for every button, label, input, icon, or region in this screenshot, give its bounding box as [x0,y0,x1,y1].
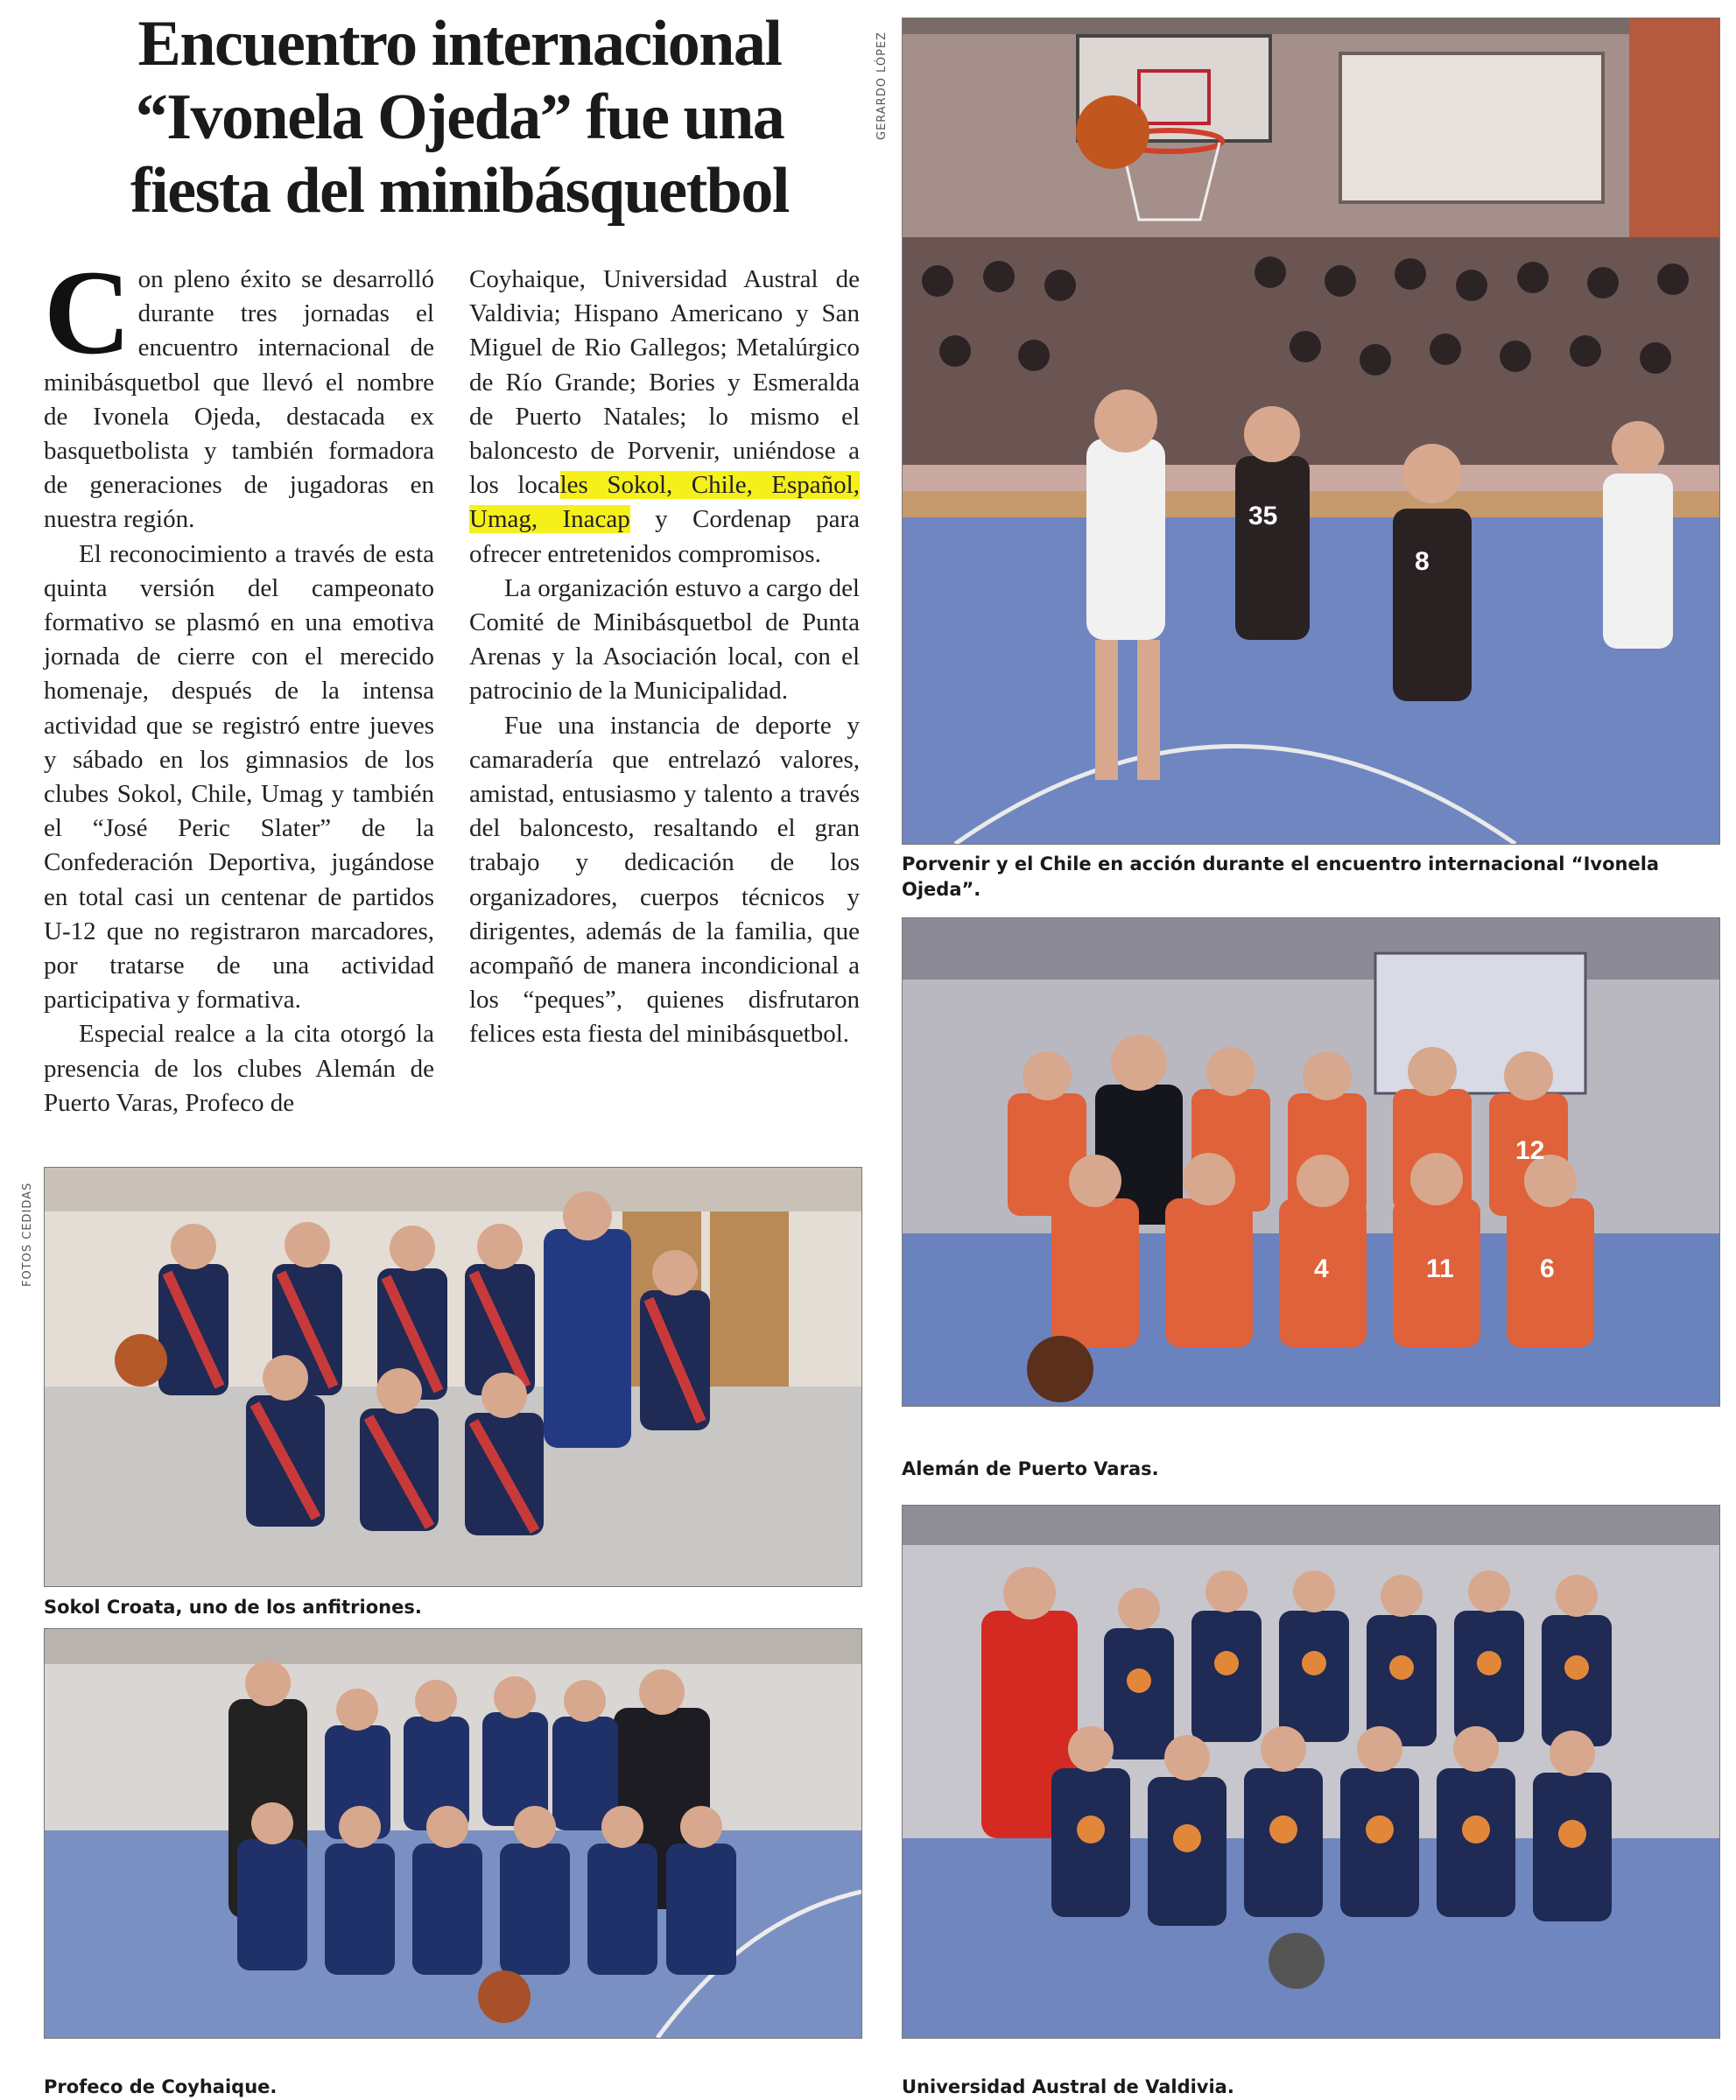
headline-line-1: Encuentro internacional [137,8,782,80]
jersey-number: 35 [1248,502,1278,530]
drop-cap: C [44,245,131,379]
jersey-number: 12 [1515,1136,1545,1165]
jersey-number: 8 [1415,547,1430,576]
photo-caption: Sokol Croata, uno de los anfitriones. [44,1597,422,1618]
photo-caption: Profeco de Coyhaique. [44,2076,278,2097]
photo-caption: Universidad Austral de Valdivia. [902,2076,1234,2097]
article-paragraph [469,263,860,572]
photo-credit-team: FOTOS CEDIDAS [21,1182,34,1287]
article-column-1 [44,245,434,1120]
photo-credit-main: GERARDO LÓPEZ [875,31,889,140]
paragraph-text: Coyhaique, Universidad Austral de Valdivia; Hispano Americano y San Miguel de Rio Gallegos; Metalúrgico de Río Grande; Bories y Esmeralda de Puerto Natales; lo mismo el baloncesto de Porvenir, uniéndose a los loca [469,265,860,500]
paragraph-text: on pleno éxito se desarrolló durante tres jornadas el encuentro internacional de minibásquetbol que llevó el nombre de Ivonela Ojeda, destacada ex basquetbolista y también formadora de generaciones de jugadoras en nuestra región. [44,265,434,534]
action-illustration [903,18,1719,844]
photo-aleman [902,917,1720,1407]
article-paragraph [44,245,434,537]
paragraph-text: y Cordenap para ofrecer entretenidos compromisos. [469,505,860,568]
team-illustration [903,1506,1719,2038]
photo-austral [902,1505,1720,2039]
article-headline [35,7,884,228]
team-illustration [45,1629,861,2038]
highlighted-text: les Sokol, Chile, Español, Umag, Inacap [469,471,860,534]
article-column-2 [469,263,860,1052]
photo-caption: Porvenir y el Chile en acción durante el encuentro internacional “Ivonela Ojeda”. [902,853,1660,900]
article-paragraph: Especial realce a la cita otorgó la presencia de los clubes Alemán de Puerto Varas, Profeco de [44,1020,434,1117]
jersey-number: 4 [1314,1254,1329,1283]
photo-caption: Alemán de Puerto Varas. [902,1458,1159,1479]
photo-profeco [44,1628,862,2039]
headline-line-3: fiesta del minibásquetbol [130,155,789,227]
team-illustration [45,1168,861,1586]
photo-sokol [44,1167,862,1587]
jersey-number: 11 [1426,1254,1454,1283]
article-paragraph: Fue una instancia de deporte y camaradería que entrelazó valores, amistad, entusiasmo y talento a través del baloncesto, resaltando el gran trabajo y dedicación de los organizadores, cuerpos técnicos y dirigentes, además de la familia, que acompañó de manera incondicional a los “peques”, quienes disfrutaron felices esta fiesta del minibásquetbol. [469,711,860,1049]
photo-action [902,18,1720,845]
jersey-number: 6 [1540,1254,1555,1283]
article-paragraph: El reconocimiento a través de esta quinta versión del campeonato formativo se plasmó en una emotiva jornada de cierre con el merecido homenaje, después de la intensa actividad que se registró entre jueves y sábado en los gimnasios de los clubes Sokol, Chile, Umag y también el “José Peric Slater” de la Confederación Deportiva, jugándose en total casi un centenar de partidos U-12 que no registraron marcadores, por tratarse de una actividad participativa y formativa. [44,539,434,1015]
headline-line-2: “Ivonela Ojeda” fue una [135,81,784,153]
article-paragraph: La organización estuvo a cargo del Comité de Minibásquetbol de Punta Arenas y la Asociación local, con el patrocinio de la Municipalidad. [469,573,860,706]
team-illustration [903,918,1719,1406]
